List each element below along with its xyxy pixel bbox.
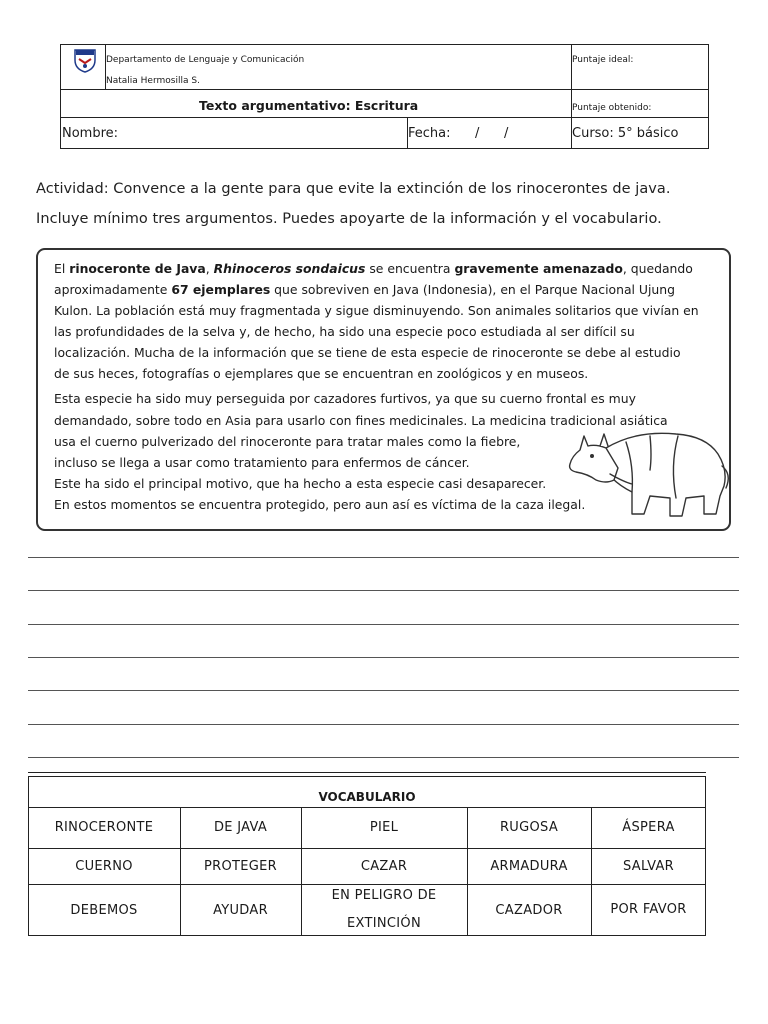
info-paragraph-line: En estos momentos se encuentra protegido, pero aun así es víctima de la caza ilegal.	[54, 497, 586, 512]
info-paragraph-line: las profundidades de la selva y, de hecho, ha sido una especie poco estudiada al ser difícil su	[54, 324, 635, 339]
vocabulary-word: POR FAVOR	[610, 902, 687, 917]
vocabulary-word: PIEL	[369, 820, 399, 835]
vocabulary-word: SALVAR	[623, 858, 674, 874]
info-paragraph-line: Kulon. La población está muy fragmentada y sigue disminuyendo. Son animales solitarios que vivían en	[54, 303, 699, 318]
info-paragraph-line: localización. Mucha de la información que se tiene de esta especie de rinoceronte se debe al estudio	[54, 345, 681, 360]
department-text: Departamento de Lenguaje y Comunicación	[106, 55, 305, 65]
vocabulary-word: EN PELIGRO DE EXTINCIÓN	[331, 888, 437, 931]
writing-line[interactable]	[28, 757, 739, 758]
ideal-score-label: Puntaje ideal:	[572, 55, 634, 65]
writing-line[interactable]	[28, 557, 739, 558]
vocabulary-word: CUERNO	[75, 858, 133, 874]
vocabulary-table	[28, 772, 706, 936]
info-paragraph-line: incluso se llega a usar como tratamiento para enfermos de cáncer.	[54, 455, 470, 470]
worksheet-title: Texto argumentativo: Escritura	[199, 98, 419, 113]
writing-line[interactable]	[28, 690, 739, 691]
info-paragraph-line: Este ha sido el principal motivo, que ha hecho a esta especie casi desaparecer.	[54, 476, 547, 491]
writing-line[interactable]	[28, 624, 739, 625]
vocabulary-word: PROTEGER	[204, 858, 277, 874]
obtained-score-label: Puntaje obtenido:	[572, 103, 652, 113]
vocabulary-word: DE JAVA	[213, 820, 268, 835]
vocabulary-word: AYUDAR	[213, 902, 268, 918]
date-separator: /	[475, 126, 480, 141]
course-label: Curso: 5° básico	[572, 126, 679, 141]
name-label: Nombre:	[62, 126, 119, 141]
vocabulary-word: CAZADOR	[495, 902, 563, 918]
teacher-name: Natalia Hermosilla S.	[106, 76, 200, 86]
writing-line[interactable]	[28, 657, 739, 658]
writing-line[interactable]	[28, 724, 739, 725]
vocabulary-title: VOCABULARIO	[318, 790, 416, 804]
vocabulary-word: ARMADURA	[490, 858, 568, 874]
info-box	[36, 248, 731, 531]
info-paragraph-line: usa el cuerno pulverizado del rinoceronte para tratar males como la fiebre,	[54, 434, 521, 449]
writing-line[interactable]	[28, 590, 739, 591]
info-paragraph-line: demandado, sobre todo en Asia para usarlo con fines medicinales. La medicina tradicional asiática	[54, 413, 668, 428]
rhinoceros-illustration	[566, 426, 734, 522]
info-paragraph-line: Esta especie ha sido muy perseguida por cazadores furtivos, ya que su cuerno frontal es muy	[54, 391, 636, 406]
vocabulary-word: CAZAR	[360, 858, 408, 874]
vocabulary-word: DEBEMOS	[70, 902, 138, 918]
vocabulary-word: RINOCERONTE	[54, 820, 154, 835]
activity-instruction: Incluye mínimo tres argumentos. Puedes apoyarte de la información y el vocabulario.	[36, 211, 662, 227]
info-paragraph-line: de sus heces, fotografías o ejemplares que se encuentran en zoológicos y en museos.	[54, 366, 589, 381]
date-separator: /	[504, 126, 509, 141]
header-table	[60, 44, 709, 149]
vocabulary-word: ÁSPERA	[622, 820, 675, 835]
activity-instruction: Actividad: Convence a la gente para que evite la extinción de los rinocerontes de java.	[36, 181, 671, 197]
vocabulary-word: RUGOSA	[499, 820, 559, 835]
info-paragraph-line: aproximadamente 67 ejemplares que sobreviven en Java (Indonesia), en el Parque Nacional Ujung	[54, 282, 676, 297]
date-label: Fecha:	[408, 126, 451, 141]
info-paragraph-line: El rinoceronte de Java, Rhinoceros sondaicus se encuentra gravemente amenazado, quedando	[54, 261, 693, 276]
school-crest-icon	[73, 47, 97, 73]
